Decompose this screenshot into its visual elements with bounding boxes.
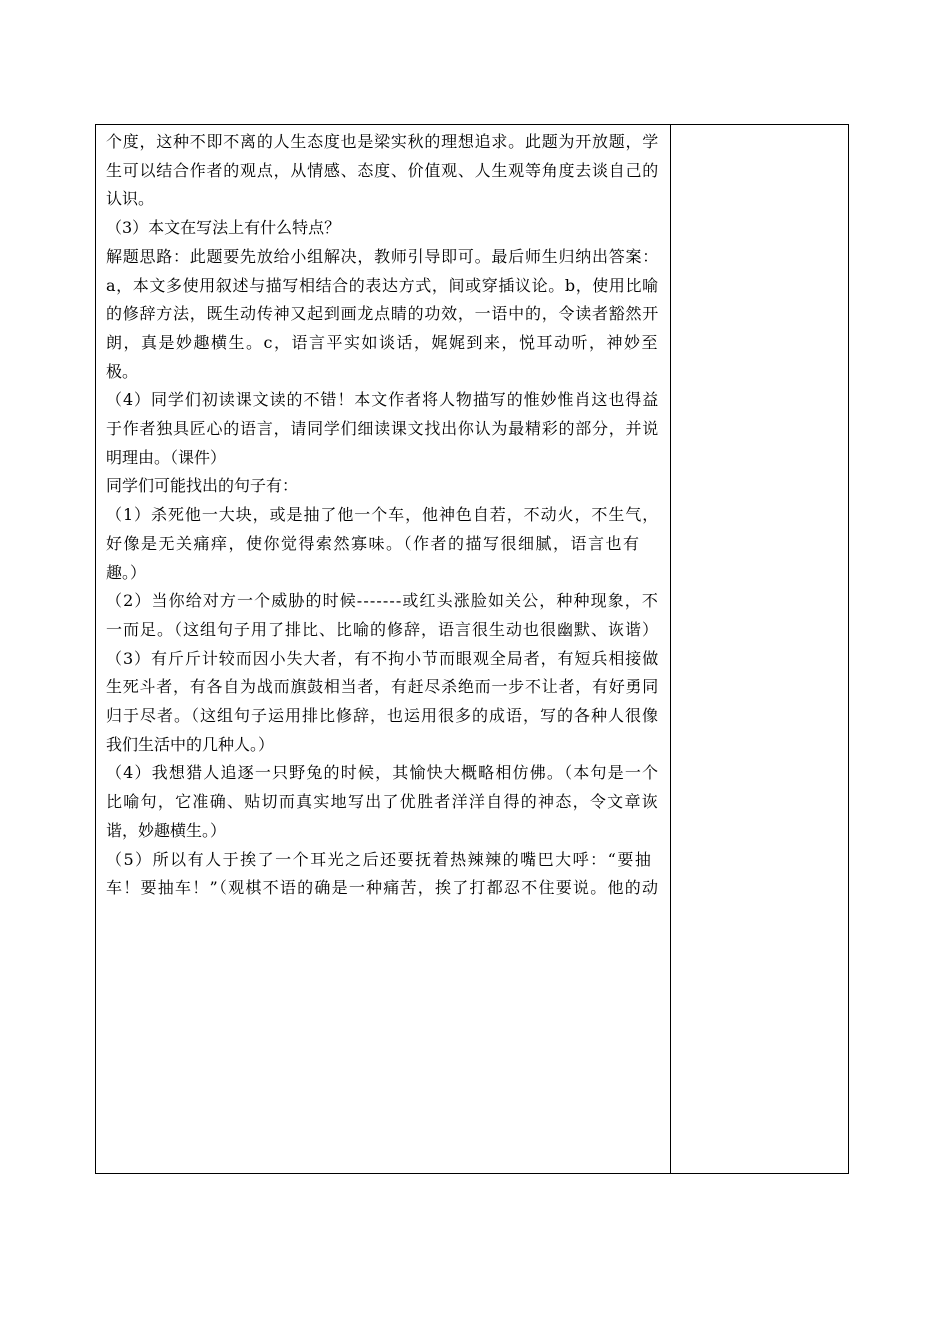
text-line: （3）本文在写法上有什么特点？ [106,218,341,238]
text-line: 极。 [106,361,139,381]
text-line: 趣。） [106,562,147,582]
text-line: 认识。 [106,189,155,209]
text-line: 归于尽者。（这组句子运用排比修辞，也运用很多的成语，写的各种人很像 [106,706,660,726]
text-body [96,125,670,903]
text-line: 明理由。（课件） [106,447,227,467]
text-line: 生可以结合作者的观点，从情感、态度、价值观、人生观等角度去谈自己的 [106,160,660,180]
text-line: 一而足。（这组句子用了排比、比喻的修辞，语言很生动也很幽默、诙谐） [106,619,660,639]
text-line: 同学们可能找出的句子有： [106,476,299,496]
text-line: （2）当你给对方一个威胁的时候-------或红头涨脸如关公，种种现象，不 [106,591,660,611]
page-table [95,124,849,1174]
text-line: 解题思路：此题要先放给小组解决，教师引导即可。最后师生归纳出答案： [106,246,660,266]
text-line: 朗，真是妙趣横生。c，语言平实如谈话，娓娓到来，悦耳动听，神妙至 [106,332,659,352]
text-line: 于作者独具匠心的语言，请同学们细读课文找出你认为最精彩的部分，并说 [106,419,660,439]
text-line: 生死斗者，有各自为战而旗鼓相当者，有赶尽杀绝而一步不让者，有好勇同 [106,677,660,697]
main-content-cell [96,125,671,1174]
text-line: （1）杀死他一大块，或是抽了他一个车，他神色自若，不动火，不生气， [106,505,660,525]
text-line: 个度，这种不即不离的人生态度也是梁实秋的理想追求。此题为开放题，学 [106,132,660,151]
text-line: （4）同学们初读课文读的不错！本文作者将人物描写的惟妙惟肖这也得益 [106,390,660,410]
text-line: 好像是无关痛痒，使你觉得索然寡味。（作者的描写很细腻，语言也有 [106,533,641,553]
text-line: 谐，妙趣横生。） [106,820,227,840]
text-line: a，本文多使用叙述与描写相结合的表达方式，间或穿插议论。b，使用比喻 [106,275,659,295]
text-line: （4）我想猎人追逐一只野兔的时候，其愉快大概略相仿佛。（本句是一个 [106,763,660,783]
text-line: 的修辞方法，既生动传神又起到画龙点睛的功效，一语中的，令读者豁然开 [106,304,660,324]
text-line: 车！要抽车！”（观棋不语的确是一种痛苦，挨了打都忍不住要说。他的动 [106,878,660,898]
text-line: （3）有斤斤计较而因小失大者，有不拘小节而眼观全局者，有短兵相接做 [106,648,660,668]
text-line: 我们生活中的几种人。） [106,734,275,754]
text-line: （5）所以有人于挨了一个耳光之后还要抚着热辣辣的嘴巴大呼：“要抽 [106,849,653,869]
side-notes-cell [671,125,849,1174]
text-line: 比喻句，它准确、贴切而真实地写出了优胜者洋洋自得的神态，令文章诙 [106,792,660,812]
